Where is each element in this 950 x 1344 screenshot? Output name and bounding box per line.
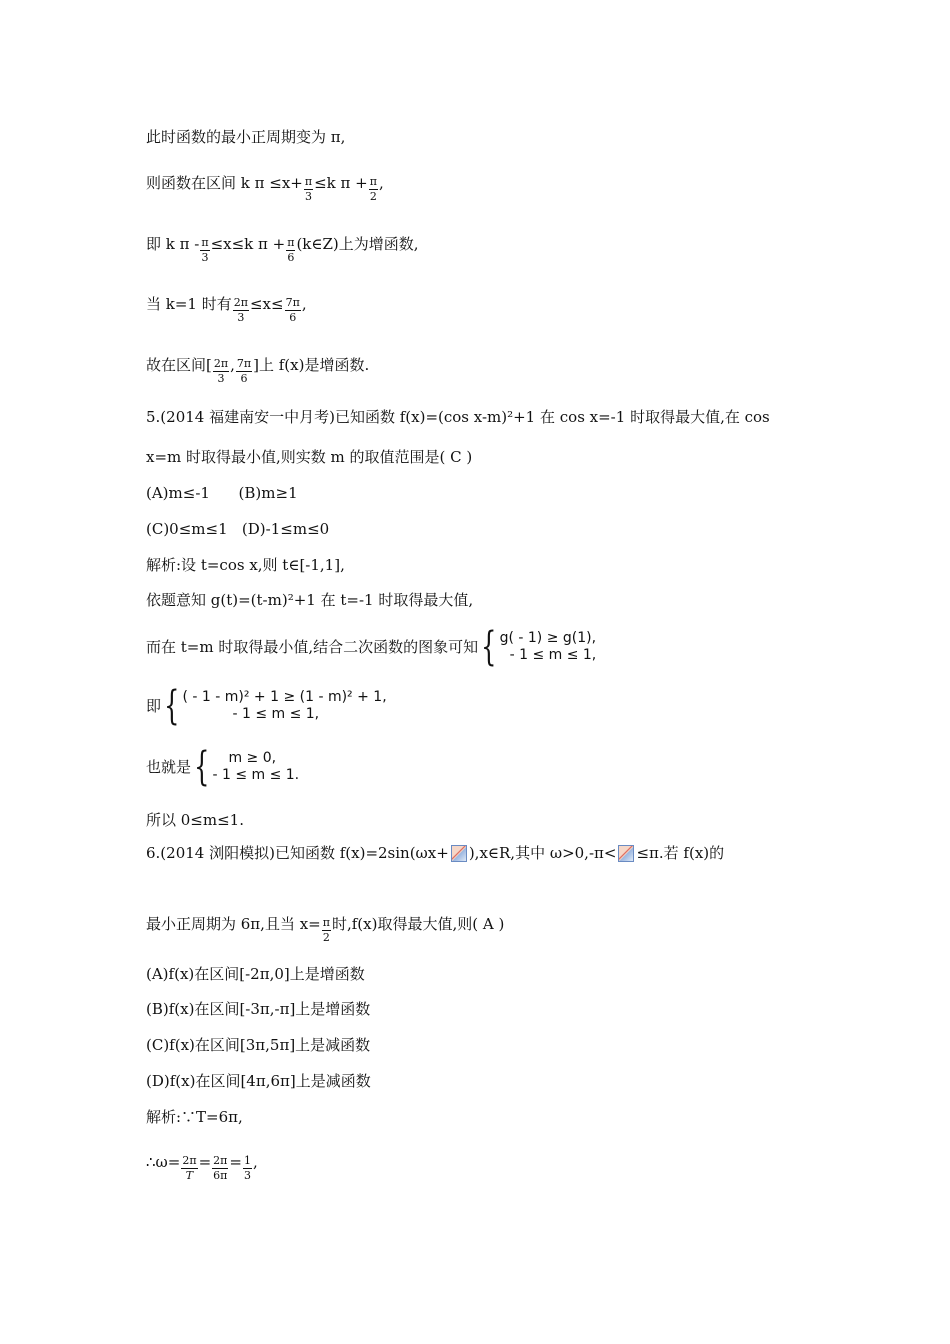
- brace: {: [481, 624, 497, 670]
- text-line: 所以 0≤m≤1.: [146, 811, 244, 829]
- text-line: 当 k=1 时有 $\frac{2\pi}{3}$ ≤x≤ $\frac{7\pi}{6}$ ,: [146, 294, 307, 324]
- option-line: (A)m≤-1 (B)m≥1: [146, 484, 298, 502]
- option-line: (C)f(x)在区间[3π,5π]上是减函数: [146, 1036, 371, 1054]
- option-line: (C)0≤m≤1 (D)-1≤m≤0: [146, 520, 330, 538]
- fraction: $\frac{7\pi}{6}$: [285, 296, 300, 324]
- fraction: $\frac{\pi}{2}$: [322, 916, 330, 944]
- fraction: $\frac{\pi}{6}$: [287, 236, 295, 264]
- text-line: 则函数在区间 k π ≤x+ $\frac{\pi}{3}$ ≤k π + $\frac{\pi}{2}$ ,: [146, 173, 384, 203]
- text-line: 而在 t=m 时取得最小值,结合二次函数的图象可知 { g( - 1) ≥ g(1), - 1 ≤ m ≤ 1,: [146, 624, 597, 670]
- question-6-text: 最小正周期为 6π,且当 x= $\frac{\pi}{2}$ 时,f(x)取得最大值,则( A ): [146, 914, 505, 944]
- text-line: 依题意知 g(t)=(t-m)²+1 在 t=-1 时取得最大值,: [146, 591, 474, 609]
- fraction: $\frac{2\pi}{3}$: [233, 296, 248, 324]
- fraction: $\frac{\pi}{3}$: [201, 236, 209, 264]
- missing-image-icon: [618, 845, 634, 862]
- text-line: 也就是 { m ≥ 0, - 1 ≤ m ≤ 1.: [146, 744, 300, 790]
- fraction: $\frac{\pi}{2}$: [369, 175, 377, 203]
- text-line: 故在区间[ $\frac{2\pi}{3}$ , $\frac{7\pi}{6}$ ]上 f(x)是增函数.: [146, 355, 370, 385]
- text-line: 即 k π - $\frac{\pi}{3}$ ≤x≤k π + $\frac{\pi}{6}$ (k∈Z)上为增函数,: [146, 234, 419, 264]
- question-5-text: 5.(2014 福建南安一中月考)已知函数 f(x)=(cos x-m)²+1 在 cos x=-1 时取得最大值,在 cos: [146, 408, 770, 426]
- question-6-text: 6.(2014 浏阳模拟)已知函数 f(x)=2sin(ωx+ ),x∈R,其中 ω>0,-π< ≤π.若 f(x)的: [146, 844, 725, 862]
- brace: {: [194, 744, 210, 790]
- question-5-text: x=m 时取得最小值,则实数 m 的取值范围是( C ): [146, 448, 473, 466]
- equation-system: { ( - 1 - m)² + 1 ≥ (1 - m)² + 1, - 1 ≤ m ≤ 1,: [164, 683, 387, 729]
- fraction: $\frac{2\pi}{6\pi}$: [213, 1154, 228, 1182]
- text-line: 即 { ( - 1 - m)² + 1 ≥ (1 - m)² + 1, - 1 ≤ m ≤ 1,: [146, 683, 387, 729]
- text-line: ∴ω= $\frac{2\pi}{T}$ = $\frac{2\pi}{6\pi}$ = $\frac{1}{3}$ ,: [146, 1152, 258, 1182]
- equation-system: { m ≥ 0, - 1 ≤ m ≤ 1.: [194, 744, 300, 790]
- fraction: $\frac{1}{3}$: [243, 1154, 251, 1182]
- fraction: $\frac{2\pi}{T}$: [182, 1154, 197, 1182]
- text-line: 解析:∵T=6π,: [146, 1108, 243, 1126]
- missing-image-icon: [451, 845, 467, 862]
- fraction: $\frac{2\pi}{3}$: [213, 357, 229, 385]
- option-line: (A)f(x)在区间[-2π,0]上是增函数: [146, 965, 365, 983]
- equation-system: { g( - 1) ≥ g(1), - 1 ≤ m ≤ 1,: [481, 624, 597, 670]
- option-line: (B)f(x)在区间[-3π,-π]上是增函数: [146, 1000, 371, 1018]
- fraction: $\frac{\pi}{3}$: [304, 175, 313, 203]
- text-line: 解析:设 t=cos x,则 t∈[-1,1],: [146, 556, 345, 574]
- brace: {: [164, 683, 180, 729]
- option-line: (D)f(x)在区间[4π,6π]上是减函数: [146, 1072, 371, 1090]
- fraction: $\frac{7\pi}{6}$: [236, 357, 252, 385]
- text-line: 此时函数的最小正周期变为 π,: [146, 128, 346, 146]
